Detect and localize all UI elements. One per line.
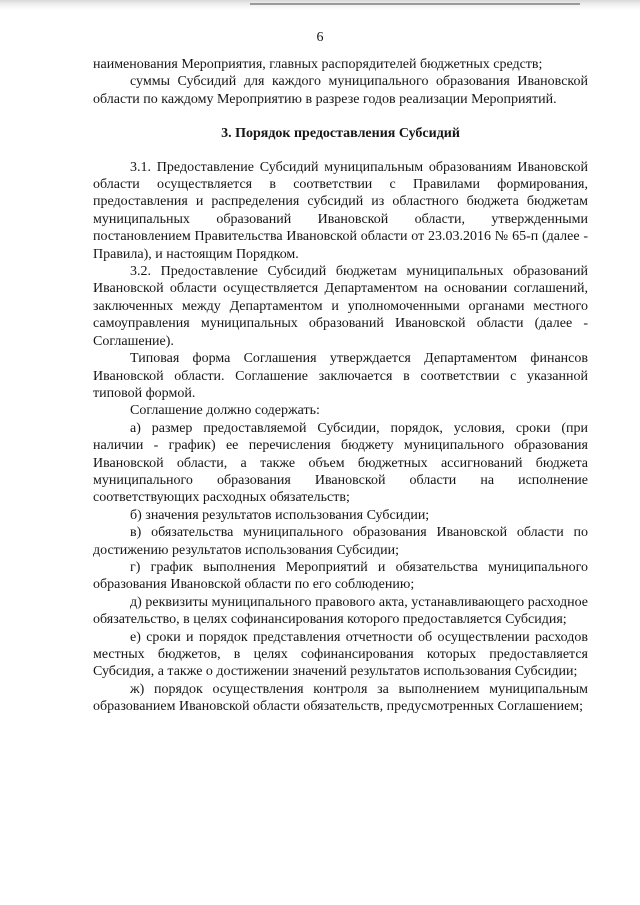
page-number: 6 — [316, 30, 324, 45]
body-line: наименования Мероприятия, главных распорядителей бюджетных средств; — [93, 57, 543, 72]
list-item-b: б) значения результатов использования Субсидии; — [130, 507, 430, 523]
paragraph-agreement-contents: Соглашение должно содержать: — [130, 403, 320, 419]
list-item-a: а) размер предоставляемой Субсидии, порядок, условия, сроки (при наличии - график) ее перечисления бюджету муниципального образования Ивановской области, а также объем бюджетных ассигнований бюджета муниципального образования Ивановской области на исполнение соответствующих расходных обязательств; — [93, 420, 588, 506]
list-item-v: в) обязательства муниципального образования Ивановской области по достижению результатов использования Субсидии; — [93, 525, 588, 558]
list-item-d: д) реквизиты муниципального правового акта, устанавливающего расходное обязательство, в целях софинансирования которого предоставляется Субсидия; — [93, 594, 588, 628]
list-item-e: е) сроки и порядок представления отчетности об осуществлении расходов местных бюджетов, в целях софинансирования которых предоставляется Субсидия, а также о достижении значений результатов использования Субсидии; — [93, 629, 588, 680]
paragraph-3-1: 3.1. Предоставление Субсидий муниципальным образованиям Ивановской области осуществляется в соответствии с Правилами формирования, предоставления и распределения субсидий из областного бюджета бюджетам муниципальных образований Ивановской области, утвержденными постановлением Правительства Ивановской области от 23.03.2016 № 65-п (далее - Правила), и настоящим Порядком. — [93, 159, 588, 262]
section-heading: 3. Порядок предоставления Субсидий — [221, 126, 460, 142]
list-item-zh: ж) порядок осуществления контроля за выполнением муниципальным образованием Ивановской области обязательств, предусмотренных Соглашением; — [93, 681, 588, 715]
list-item-g: г) график выполнения Мероприятий и обязательства муниципального образования Ивановской области по его соблюдению; — [93, 559, 588, 593]
body-line: суммы Субсидий для каждого муниципального образования Ивановской области по каждому Мероприятию в разрезе годов реализации Мероприятий. — [93, 74, 588, 107]
scan-edge — [0, 0, 640, 10]
document-body — [93, 56, 588, 716]
paragraph-typical-form: Типовая форма Соглашения утверждается Департаментом финансов Ивановской области. Соглашение заключается в соответствии с указанной типовой формой. — [93, 351, 588, 401]
paragraph-3-2: 3.2. Предоставление Субсидий бюджетам муниципальных образований Ивановской области осуществляется Департаментом на основании соглашений, заключенных между Департаментом и уполномоченными органами местного самоуправления муниципальных образований Ивановской области (далее - Соглашение). — [93, 264, 588, 349]
